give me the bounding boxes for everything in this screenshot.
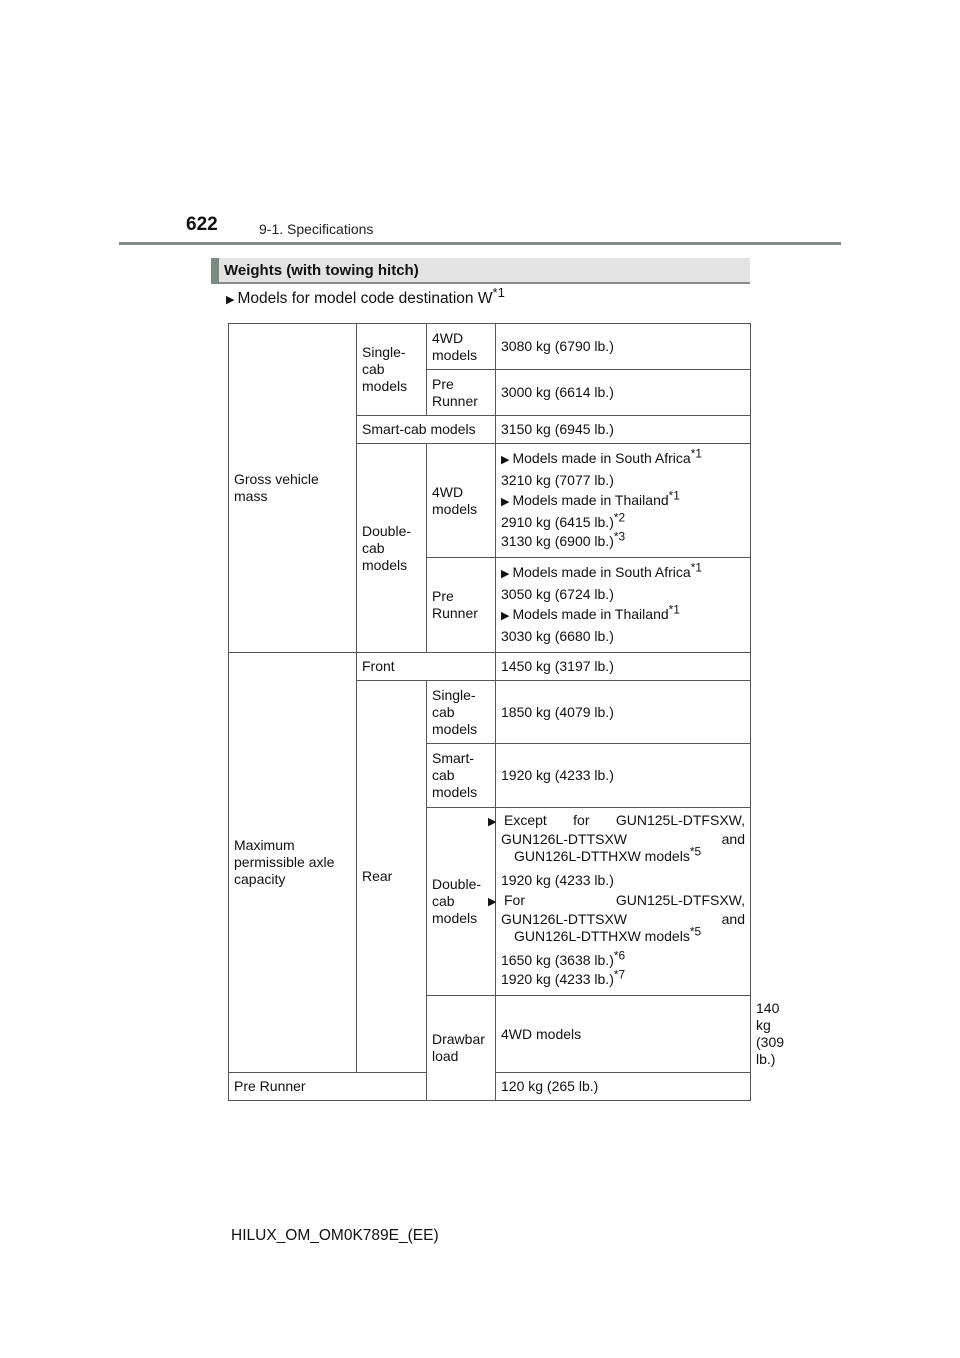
right-triangle-icon: ▶: [501, 496, 510, 508]
weights-table: [228, 323, 785, 1101]
drawbar-4wd-label: 4WD models: [496, 996, 751, 1073]
header-rule: [119, 242, 841, 245]
gvm-double-4wd-value: ▶ Models made in South Africa$^{*1}$ 3210 kg (7077 lb.) ▶ Models made in Thailand$^{*1}$ 2910 kg (6415 lb.)$^{*2}$ 3130 kg (6900 lb.)$^{*3}$: [496, 444, 751, 558]
gvm-single-4wd-label: 4WD models: [427, 324, 496, 370]
axle-smart-value: 1920 kg (4233 lb.): [496, 744, 751, 808]
page-number: 622: [186, 214, 218, 235]
gvm-smart-cab-label: Smart-cab models: [357, 416, 496, 444]
subheading-text: Models for model code destination W: [237, 290, 493, 307]
axle-rear-label: Rear: [357, 681, 427, 1073]
section-title: 9-1. Specifications: [259, 221, 374, 237]
axle-front-value: 1450 kg (3197 lb.): [496, 653, 751, 681]
right-triangle-icon: ▶: [226, 294, 235, 306]
right-triangle-icon: ▶: [501, 610, 510, 622]
axle-double-cab-label: Double-cab models: [427, 808, 496, 996]
gvm-single-pre-label: Pre Runner: [427, 370, 496, 416]
gvm-label: Gross vehicle mass: [229, 324, 357, 653]
table-row: [229, 324, 751, 370]
right-triangle-icon: ▶: [501, 454, 510, 466]
gvm-single-pre-value: 3000 kg (6614 lb.): [496, 370, 751, 416]
title-accent: [211, 258, 219, 284]
axle-smart-cab-label: Smart-cab models: [427, 744, 496, 808]
axle-label: Maximum permissible axle capacity: [229, 653, 357, 1073]
axle-double-value: ▶ Except for GUN125L-DTFSXW, GUN126L-DTTSXW and GUN126L-DTTHXW models$^{*5}$ 1920 kg (4233 lb.) ▶ For GUN125L-DTFSXW, GUN126L-DTTSXW and GUN126L-DTTHXW models$^{*5}$ 1650 kg (3638 lb.)$^{*6}$ 1920 kg (4233 lb.)$^{*7}$: [496, 808, 751, 996]
axle-single-value: 1850 kg (4079 lb.): [496, 681, 751, 744]
table-title: Weights (with towing hitch): [224, 262, 419, 279]
right-triangle-icon: ▶: [501, 568, 510, 580]
gvm-double-cab-label: Double-cab models: [357, 444, 427, 653]
gvm-single-cab-label: Single-cab models: [357, 324, 427, 416]
table-row: [229, 653, 751, 681]
drawbar-pre-label: Pre Runner: [229, 1073, 427, 1101]
drawbar-pre-value: 120 kg (265 lb.): [496, 1073, 751, 1101]
subheading: [226, 284, 505, 308]
gvm-smart-cab-value: 3150 kg (6945 lb.): [496, 416, 751, 444]
gvm-double-pre-label: Pre Runner: [427, 558, 496, 653]
axle-front-label: Front: [357, 653, 496, 681]
drawbar-label: Drawbar load: [427, 996, 496, 1101]
footnote-ref: *1: [492, 284, 505, 300]
gvm-double-4wd-label: 4WD models: [427, 444, 496, 558]
gvm-double-pre-value: ▶ Models made in South Africa$^{*1}$ 3050 kg (6724 lb.) ▶ Models made in Thailand$^{*1}$ 3030 kg (6680 lb.): [496, 558, 751, 653]
table-row: Drawbar load 4WD models 140 kg (309 lb.): [229, 996, 751, 1073]
gvm-single-4wd-value: 3080 kg (6790 lb.): [496, 324, 751, 370]
axle-single-cab-label: Single-cab models: [427, 681, 496, 744]
footer-code: HILUX_OM_OM0K789E_(EE): [231, 1227, 439, 1244]
